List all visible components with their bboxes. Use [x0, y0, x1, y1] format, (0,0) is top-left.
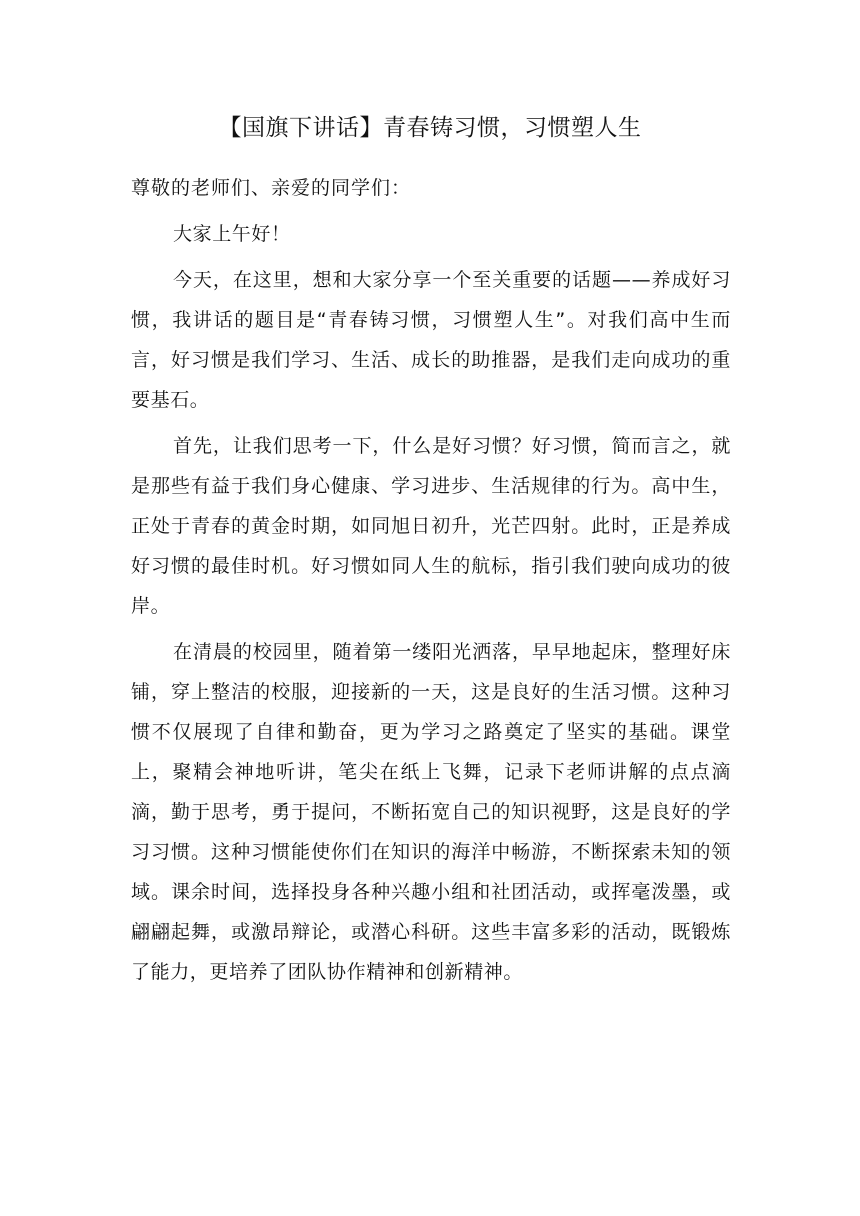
- paragraph-examples: 在清晨的校园里，随着第一缕阳光洒落，早早地起床，整理好床铺，穿上整洁的校服，迎接新的一天，这是良好的生活习惯。这种习惯不仅展现了自律和勤奋，更为学习之路奠定了坚实的基础。课堂上，聚精会神地听讲，笔尖在纸上飞舞，记录下老师讲解的点点滴滴，勤于思考，勇于提问，不断拓宽自己的知识视野，这是良好的学习习惯。这种习惯能使你们在知识的海洋中畅游，不断探索未知的领域。课余时间，选择投身各种兴趣小组和社团活动，或挥毫泼墨，或翩翩起舞，或激昂辩论，或潜心科研。这些丰富多彩的活动，既锻炼了能力，更培养了团队协作精神和创新精神。: [131, 641, 731, 983]
- document-title: 【国旗下讲话】青春铸习惯，习惯塑人生: [218, 115, 642, 141]
- paragraph-greeting: 大家上午好！: [173, 223, 291, 245]
- document-body: [131, 168, 731, 998]
- salutation: 尊敬的老师们、亲爱的同学们：: [131, 177, 412, 199]
- paragraph-definition: 首先，让我们思考一下，什么是好习惯？好习惯，简而言之，就是那些有益于我们身心健康、学习进步、生活规律的行为。高中生，正处于青春的黄金时期，如同旭日初升，光芒四射。此时，正是养成好习惯的最佳时机。好习惯如同人生的航标，指引我们驶向成功的彼岸。: [131, 435, 731, 617]
- paragraph-introduction: 今天，在这里，想和大家分享一个至关重要的话题——养成好习惯，我讲话的题目是“青春铸习惯，习惯塑人生”。对我们高中生而言，好习惯是我们学习、生活、成长的助推器，是我们走向成功的重要基石。: [131, 269, 731, 411]
